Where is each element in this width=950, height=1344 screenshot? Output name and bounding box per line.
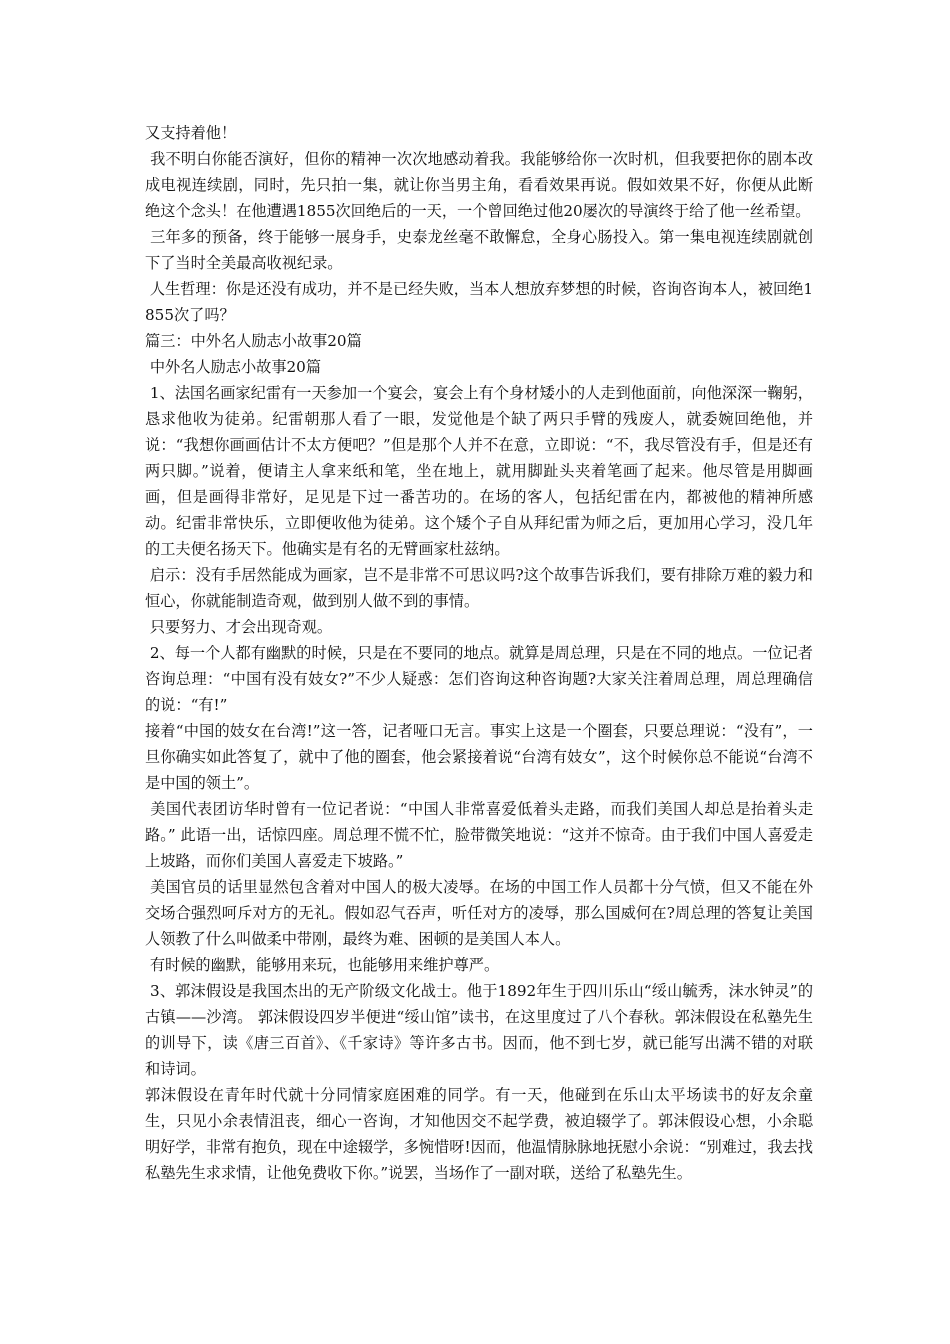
paragraph: 人生哲理：你是还没有成功，并不是已经失败，当本人想放弃梦想的时候，咨询咨询本人，被回绝1855次了吗？ [145,280,813,324]
paragraph: 2、每一个人都有幽默的时候，只是在不要同的地点。就算是周总理，只是在不同的地点。一位记者咨询总理：“中国有没有妓女?”不少人疑惑：怎们咨询这种咨询题?大家关注着周总理，周总理确信的说：“有!” [145,644,813,714]
paragraph: 1、法国名画家纪雷有一天参加一个宴会，宴会上有个身材矮小的人走到他面前，向他深深一鞠躬，恳求他收为徒弟。纪雷朝那人看了一眼，发觉他是个缺了两只手臂的残废人，就委婉回绝他，并说：“我想你画画估计不太方便吧？”但是那个人并不在意，立即说：“不，我尽管没有手，但是还有两只脚。”说着，便请主人拿来纸和笔，坐在地上，就用脚趾头夹着笔画了起来。他尽管是用脚画画，但是画得非常好，足见是下过一番苦功的。在场的客人，包括纪雷在内，都被他的精神所感动。纪雷非常快乐，立即便收他为徒弟。这个矮个子自从拜纪雷为师之后，更加用心学习，没几年的工夫便名扬天下。他确实是有名的无臂画家杜兹纳。 [145,384,813,558]
paragraph: 接着“中国的妓女在台湾!”这一答，记者哑口无言。事实上这是一个圈套，只要总理说：“没有”，一旦你确实如此答复了，就中了他的圈套，他会紧接着说“台湾有妓女”，这个时候你总不能说“台湾不是中国的领土”。 [145,722,813,792]
paragraph: 三年多的预备，终于能够一展身手，史泰龙丝毫不敢懈怠，全身心肠投入。第一集电视连续剧就创下了当时全美最高收视纪录。 [145,228,814,272]
paragraph: 只要努力、才会出现奇观。 [145,618,333,636]
section-subheading: 中外名人励志小故事20篇 [145,358,322,376]
paragraph: 3、郭沫假设是我国杰出的无产阶级文化战士。他于1892年生于四川乐山“绥山毓秀，沫水钟灵”的古镇——沙湾。 郭沫假设四岁半便进“绥山馆”读书，在这里度过了八个春秋。郭沫假设在私塾先生的训导下，读《唐三百首》、《千家诗》等许多古书。因而，他不到七岁，就已能写出满不错的对联和诗词。 [145,982,814,1078]
paragraph: 我不明白你能否演好，但你的精神一次次地感动着我。我能够给你一次时机，但我要把你的剧本改成电视连续剧，同时，先只拍一集，就让你当男主角，看看效果再说。假如效果不好，你便从此断绝这个念头！在他遭遇1855次回绝后的一天，一个曾回绝过他20屡次的导演终于给了他一丝希望。 [145,150,814,220]
paragraph: 郭沫假设在青年时代就十分同情家庭困难的同学。有一天，他碰到在乐山太平场读书的好友余童生，只见小余表情沮丧，细心一咨询，才知他因交不起学费，被迫辍学了。郭沫假设心想，小余聪明好学，非常有抱负，现在中途辍学，多惋惜呀!因而，他温情脉脉地抚慰小余说：“别难过，我去找私塾先生求求情，让他免费收下你。”说罢，当场作了一副对联，送给了私塾先生。 [145,1086,813,1182]
paragraph: 又支持着他！ [145,124,237,142]
paragraph: 美国官员的话里显然包含着对中国人的极大凌辱。在场的中国工作人员都十分气愤，但又不能在外交场合强烈呵斥对方的无礼。假如忍气吞声，听任对方的凌辱，那么国威何在?周总理的答复让美国人领教了什么叫做柔中带刚，最终为难、困顿的是美国人本人。 [145,878,814,948]
paragraph: 有时候的幽默，能够用来玩，也能够用来维护尊严。 [145,956,500,974]
paragraph: 美国代表团访华时曾有一位记者说：“中国人非常喜爱低着头走路，而我们美国人却总是抬着头走路。” 此语一出，话惊四座。周总理不慌不忙，脸带微笑地说：“这并不惊奇。由于我们中国人喜爱走上坡路，而你们美国人喜爱走下坡路。” [145,800,814,870]
document-page [145,120,813,1186]
section-heading: 篇三：中外名人励志小故事20篇 [145,332,362,350]
paragraph: 启示：没有手居然能成为画家，岂不是非常不可思议吗?这个故事告诉我们，要有排除万难的毅力和恒心，你就能制造奇观，做到别人做不到的事情。 [145,566,813,610]
